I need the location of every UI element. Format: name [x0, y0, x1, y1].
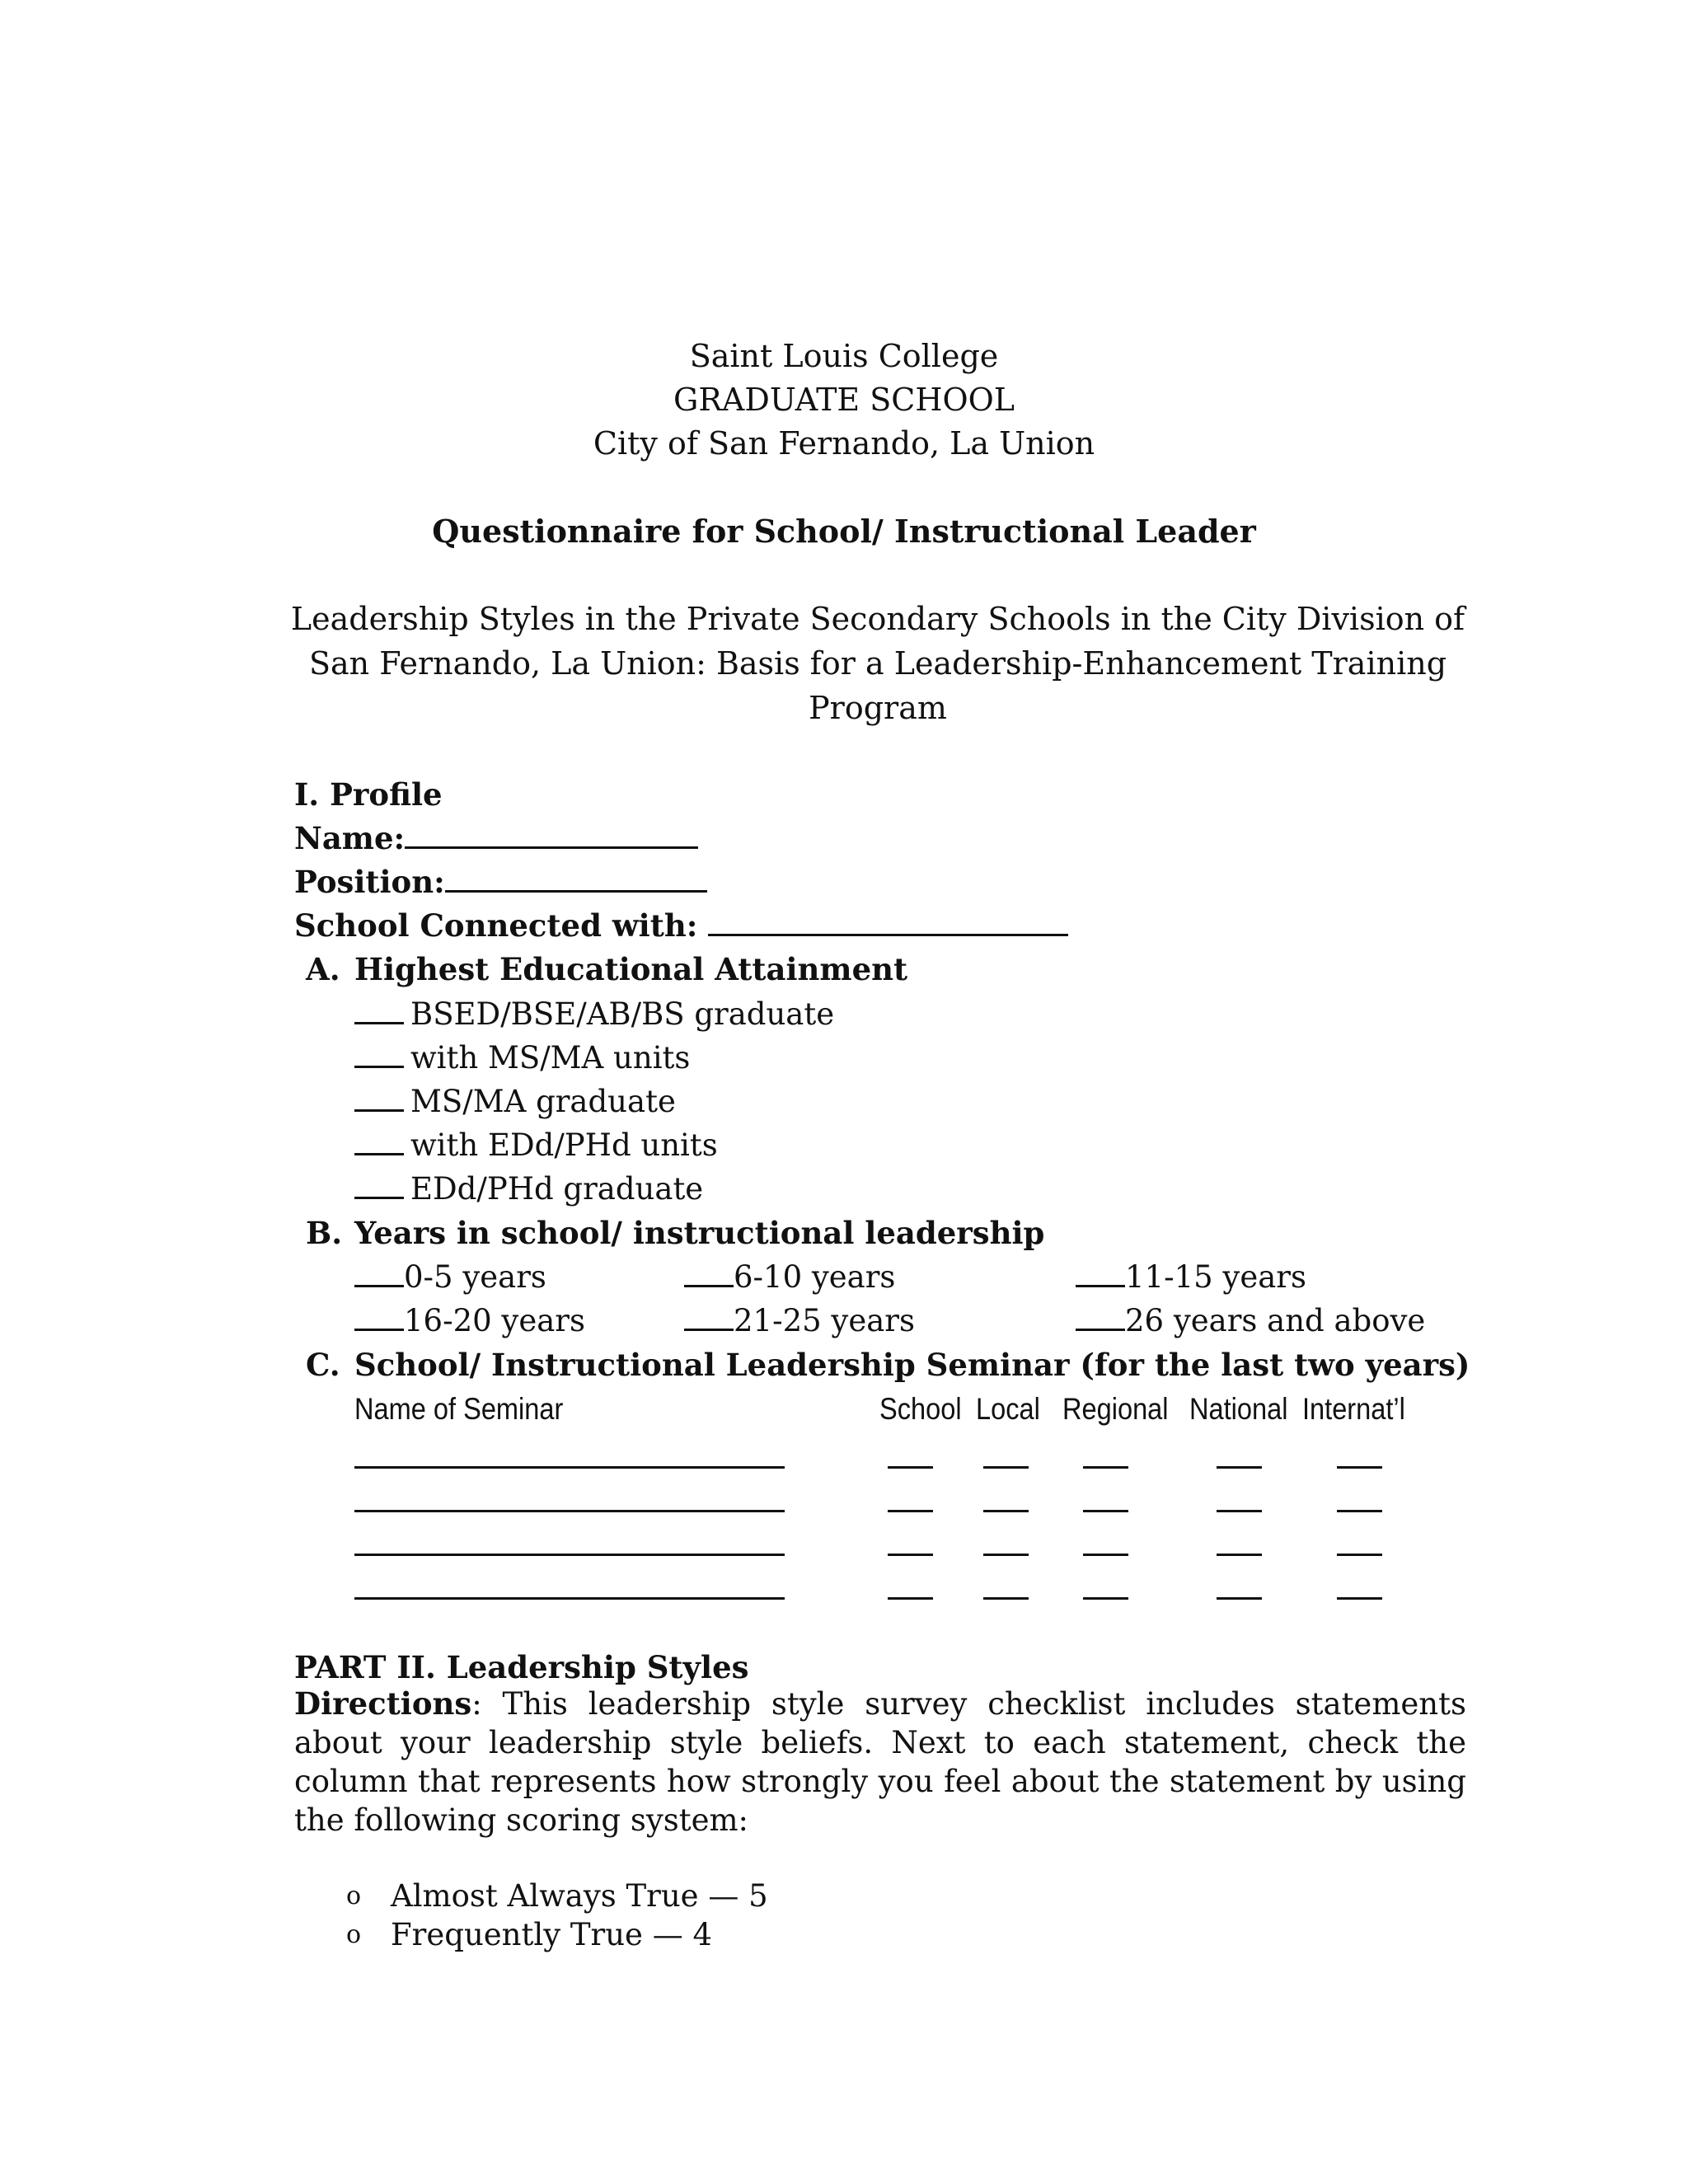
- education-option[interactable]: [354, 1171, 704, 1207]
- part2-heading: PART II. Leadership Styles: [294, 1649, 749, 1685]
- option-label: with MS/MA units: [410, 1040, 691, 1076]
- column-header-seminar: Name of Seminar: [354, 1392, 564, 1426]
- position-label: Position:: [294, 864, 445, 900]
- check-blank[interactable]: [354, 1108, 404, 1112]
- national-blank[interactable]: [1217, 1466, 1262, 1469]
- school-connected-blank[interactable]: [708, 933, 1068, 936]
- section-c-heading: School/ Instructional Leadership Seminar (for the last two years): [354, 1347, 1470, 1383]
- check-blank[interactable]: [354, 1328, 404, 1331]
- check-blank[interactable]: [354, 1196, 404, 1199]
- section-a-heading: Highest Educational Attainment: [354, 951, 908, 987]
- seminar-name-blank[interactable]: [354, 1597, 785, 1600]
- international-blank[interactable]: [1337, 1554, 1382, 1556]
- option-label: 0-5 years: [404, 1259, 546, 1295]
- check-blank[interactable]: [1076, 1284, 1125, 1287]
- school-blank[interactable]: [888, 1466, 933, 1469]
- school-location: City of San Fernando, La Union: [593, 425, 1095, 462]
- education-option[interactable]: [354, 1086, 676, 1117]
- name-label: Name:: [294, 820, 406, 856]
- check-blank[interactable]: [1076, 1328, 1125, 1331]
- option-label: 21-25 years: [734, 1303, 915, 1338]
- years-option[interactable]: [684, 1259, 896, 1295]
- column-header-regional: Regional: [1062, 1392, 1169, 1426]
- section-a-letter: A.: [306, 951, 340, 987]
- scale-item: Almost Always True — 5: [391, 1878, 768, 1914]
- option-label: with EDd/PHd units: [410, 1127, 718, 1163]
- column-header-international: Internat’l: [1302, 1392, 1405, 1426]
- option-label: 16-20 years: [404, 1303, 585, 1338]
- national-blank[interactable]: [1217, 1597, 1262, 1600]
- regional-blank[interactable]: [1083, 1597, 1128, 1600]
- check-blank[interactable]: [354, 1152, 404, 1155]
- school-blank[interactable]: [888, 1510, 933, 1512]
- regional-blank[interactable]: [1083, 1554, 1128, 1556]
- years-option[interactable]: [354, 1305, 585, 1336]
- section-b-letter: B.: [306, 1215, 343, 1251]
- school-name: GRADUATE SCHOOL: [673, 382, 1015, 418]
- years-option[interactable]: [1076, 1259, 1306, 1295]
- directions-text: : This leadership style survey checklist includes statements about your leadership style beliefs. Next to each statement, check the column that represents how strongly you feel about the statement by using the following scoring system:: [294, 1686, 1466, 1838]
- check-blank[interactable]: [354, 1065, 404, 1068]
- section-b-heading: Years in school/ instructional leadership: [354, 1215, 1045, 1251]
- column-header-local: Local: [976, 1392, 1040, 1426]
- column-header-national: National: [1189, 1392, 1288, 1426]
- school-connected-field[interactable]: [294, 907, 1068, 944]
- scale-item: Frequently True — 4: [391, 1917, 713, 1952]
- seminar-name-blank[interactable]: [354, 1554, 785, 1556]
- institution-name: Saint Louis College: [689, 338, 999, 374]
- check-blank[interactable]: [684, 1328, 734, 1331]
- local-blank[interactable]: [983, 1510, 1029, 1512]
- education-option[interactable]: [354, 1040, 691, 1076]
- school-blank[interactable]: [888, 1597, 933, 1600]
- years-option[interactable]: [684, 1305, 915, 1336]
- regional-blank[interactable]: [1083, 1466, 1128, 1469]
- international-blank[interactable]: [1337, 1510, 1382, 1512]
- check-blank[interactable]: [684, 1284, 734, 1287]
- years-option[interactable]: [354, 1259, 546, 1295]
- check-blank[interactable]: [354, 1284, 404, 1287]
- years-option[interactable]: [1076, 1305, 1425, 1336]
- section-c-letter: C.: [306, 1347, 340, 1383]
- option-label: 6-10 years: [734, 1259, 896, 1295]
- option-label: MS/MA graduate: [410, 1084, 676, 1119]
- local-blank[interactable]: [983, 1597, 1029, 1600]
- position-field[interactable]: [294, 864, 707, 900]
- profile-heading: I. Profile: [294, 776, 443, 813]
- position-blank[interactable]: [445, 889, 707, 893]
- local-blank[interactable]: [983, 1466, 1029, 1469]
- directions-paragraph: [294, 1685, 1466, 1840]
- check-blank[interactable]: [354, 1021, 404, 1024]
- directions-label: Directions: [294, 1685, 472, 1722]
- option-label: BSED/BSE/AB/BS graduate: [410, 996, 835, 1032]
- international-blank[interactable]: [1337, 1597, 1382, 1600]
- bullet-icon: o: [346, 1920, 362, 1949]
- name-blank[interactable]: [405, 846, 698, 849]
- option-label: 26 years and above: [1125, 1303, 1426, 1338]
- school-connected-label: School Connected with:: [294, 907, 698, 944]
- national-blank[interactable]: [1217, 1554, 1262, 1556]
- research-title: Leadership Styles in the Private Secondary Schools in the City Division of San Fernando, La Union: Basis for a Leadership-Enhancement Training Program: [290, 601, 1465, 726]
- option-label: EDd/PHd graduate: [410, 1171, 704, 1207]
- column-header-school: School: [879, 1392, 962, 1426]
- regional-blank[interactable]: [1083, 1510, 1128, 1512]
- national-blank[interactable]: [1217, 1510, 1262, 1512]
- education-option[interactable]: [354, 1127, 718, 1163]
- school-blank[interactable]: [888, 1554, 933, 1556]
- name-field[interactable]: [294, 820, 698, 856]
- seminar-name-blank[interactable]: [354, 1466, 785, 1469]
- option-label: 11-15 years: [1125, 1259, 1306, 1295]
- local-blank[interactable]: [983, 1554, 1029, 1556]
- international-blank[interactable]: [1337, 1466, 1382, 1469]
- bullet-icon: o: [346, 1882, 362, 1910]
- seminar-name-blank[interactable]: [354, 1510, 785, 1512]
- questionnaire-title: Questionnaire for School/ Instructional Leader: [432, 513, 1256, 550]
- education-option[interactable]: [354, 996, 835, 1032]
